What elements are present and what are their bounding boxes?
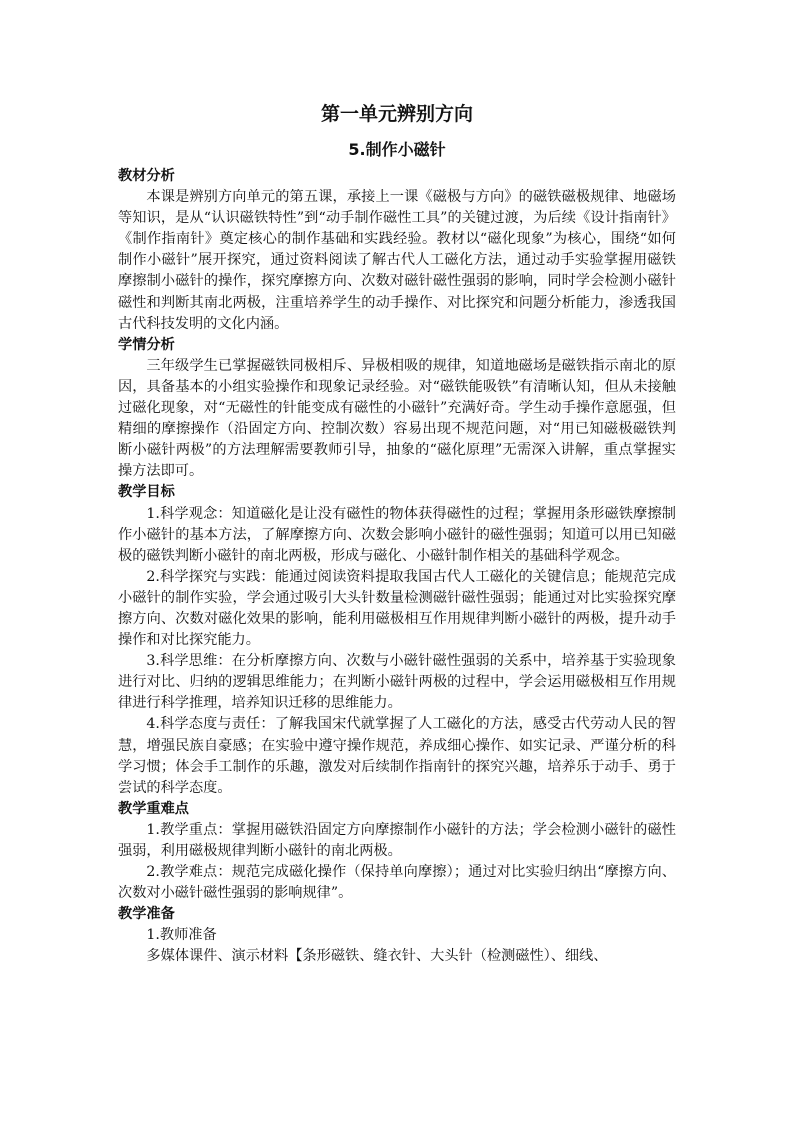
section-heading: 学情分析 bbox=[118, 336, 175, 353]
paragraph: 1.科学观念：知道磁化是让没有磁性的物体获得磁性的过程；掌握用条形磁铁摩擦制作小磁针的基本方法，了解摩擦方向、次数会影响小磁针的磁性强弱；知道可以用已知磁极的磁铁判断小磁针的南北两极，形成与磁化、小磁针制作相关的基础科学观念。 bbox=[118, 505, 676, 564]
paragraph: 多媒体课件、演示材料【条形磁铁、缝衣针、大头针（检测磁性）、细线、 bbox=[146, 948, 608, 965]
section-textbook-analysis bbox=[118, 166, 676, 335]
paragraph: 本课是辨别方向单元的第五课，承接上一课《磁极与方向》的磁铁磁极规律、地磁场等知识，是从“认识磁铁特性”到“动手制作磁性工具”的关键过渡，为后续《设计指南针》《制作指南针》奠定核心的制作基础和实践经验。教材以“磁化现象”为核心，围绕“如何制作小磁针”展开探究，通过资料阅读了解古代人工磁化方法，通过动手实验掌握用磁铁摩擦制小磁针的操作，探究摩擦方向、次数对磁针磁性强弱的影响，同时学会检测小磁针磁性和判断其南北两极，注重培养学生的动手操作、对比探究和问题分析能力，渗透我国古代科技发明的文化内涵。 bbox=[118, 189, 676, 332]
paragraph: 三年级学生已掌握磁铁同极相斥、异极相吸的规律，知道地磁场是磁铁指示南北的原因，具备基本的小组实验操作和现象记录经验。对“磁铁能吸铁”有清晰认知，但从未接触过磁化现象，对“无磁性的针能变成有磁性的小磁针”充满好奇。学生动手操作意愿强，但精细的摩擦操作（沿固定方向、控制次数）容易出现不规范问题，对“用已知磁极磁铁判断小磁针两极”的方法理解需要教师引导，抽象的“磁化原理”无需深入讲解，重点掌握实操方法即可。 bbox=[118, 357, 676, 480]
paragraph: 2.教学难点：规范完成磁化操作（保持单向摩擦）；通过对比实验归纳出“摩擦方向、次数对小磁针磁性强弱的影响规律”。 bbox=[118, 864, 676, 902]
section-key-difficult-points bbox=[118, 799, 676, 904]
section-heading: 教学重难点 bbox=[118, 800, 189, 817]
unit-title: 第一单元辨别方向 bbox=[320, 103, 473, 125]
paragraph: 4.科学态度与责任：了解我国宋代就掌握了人工磁化的方法，感受古代劳动人民的智慧，增强民族自豪感；在实验中遵守操作规范，养成细心操作、如实记录、严谨分析的科学习惯；体会手工制作的乐趣，激发对后续制作指南针的探究兴趣，培养乐于动手、勇于尝试的科学态度。 bbox=[118, 716, 676, 796]
section-heading: 教材分析 bbox=[118, 168, 175, 184]
section-heading: 教学准备 bbox=[118, 906, 175, 923]
paragraph: 3.科学思维：在分析摩擦方向、次数与小磁针磁性强弱的关系中，培养基于实验现象进行对比、归纳的逻辑思维能力；在判断小磁针两极的过程中，学会运用磁极相互作用规律进行科学推理，培养知识迁移的思维能力。 bbox=[118, 653, 676, 712]
section-student-analysis bbox=[118, 335, 676, 483]
paragraph: 1.教师准备 bbox=[146, 927, 217, 944]
section-teaching-goals bbox=[118, 482, 676, 798]
paragraph: 2.科学探究与实践：能通过阅读资料提取我国古代人工磁化的关键信息；能规范完成小磁针的制作实验，学会通过吸引大头针数量检测磁针磁性强弱；能通过对比实验探究摩擦方向、次数对磁化效果的影响，能利用磁极相互作用规律判断小磁针的两极，提升动手操作和对比探究能力。 bbox=[118, 568, 676, 649]
section-teaching-preparation bbox=[118, 904, 676, 967]
document-page bbox=[118, 100, 676, 968]
section-heading: 教学目标 bbox=[118, 484, 175, 501]
paragraph: 1.教学重点：掌握用磁铁沿固定方向摩擦制作小磁针的方法；学会检测小磁针的磁性强弱，利用磁极规律判断小磁针的南北两极。 bbox=[118, 821, 676, 859]
lesson-title: 5.制作小磁针 bbox=[348, 140, 446, 159]
